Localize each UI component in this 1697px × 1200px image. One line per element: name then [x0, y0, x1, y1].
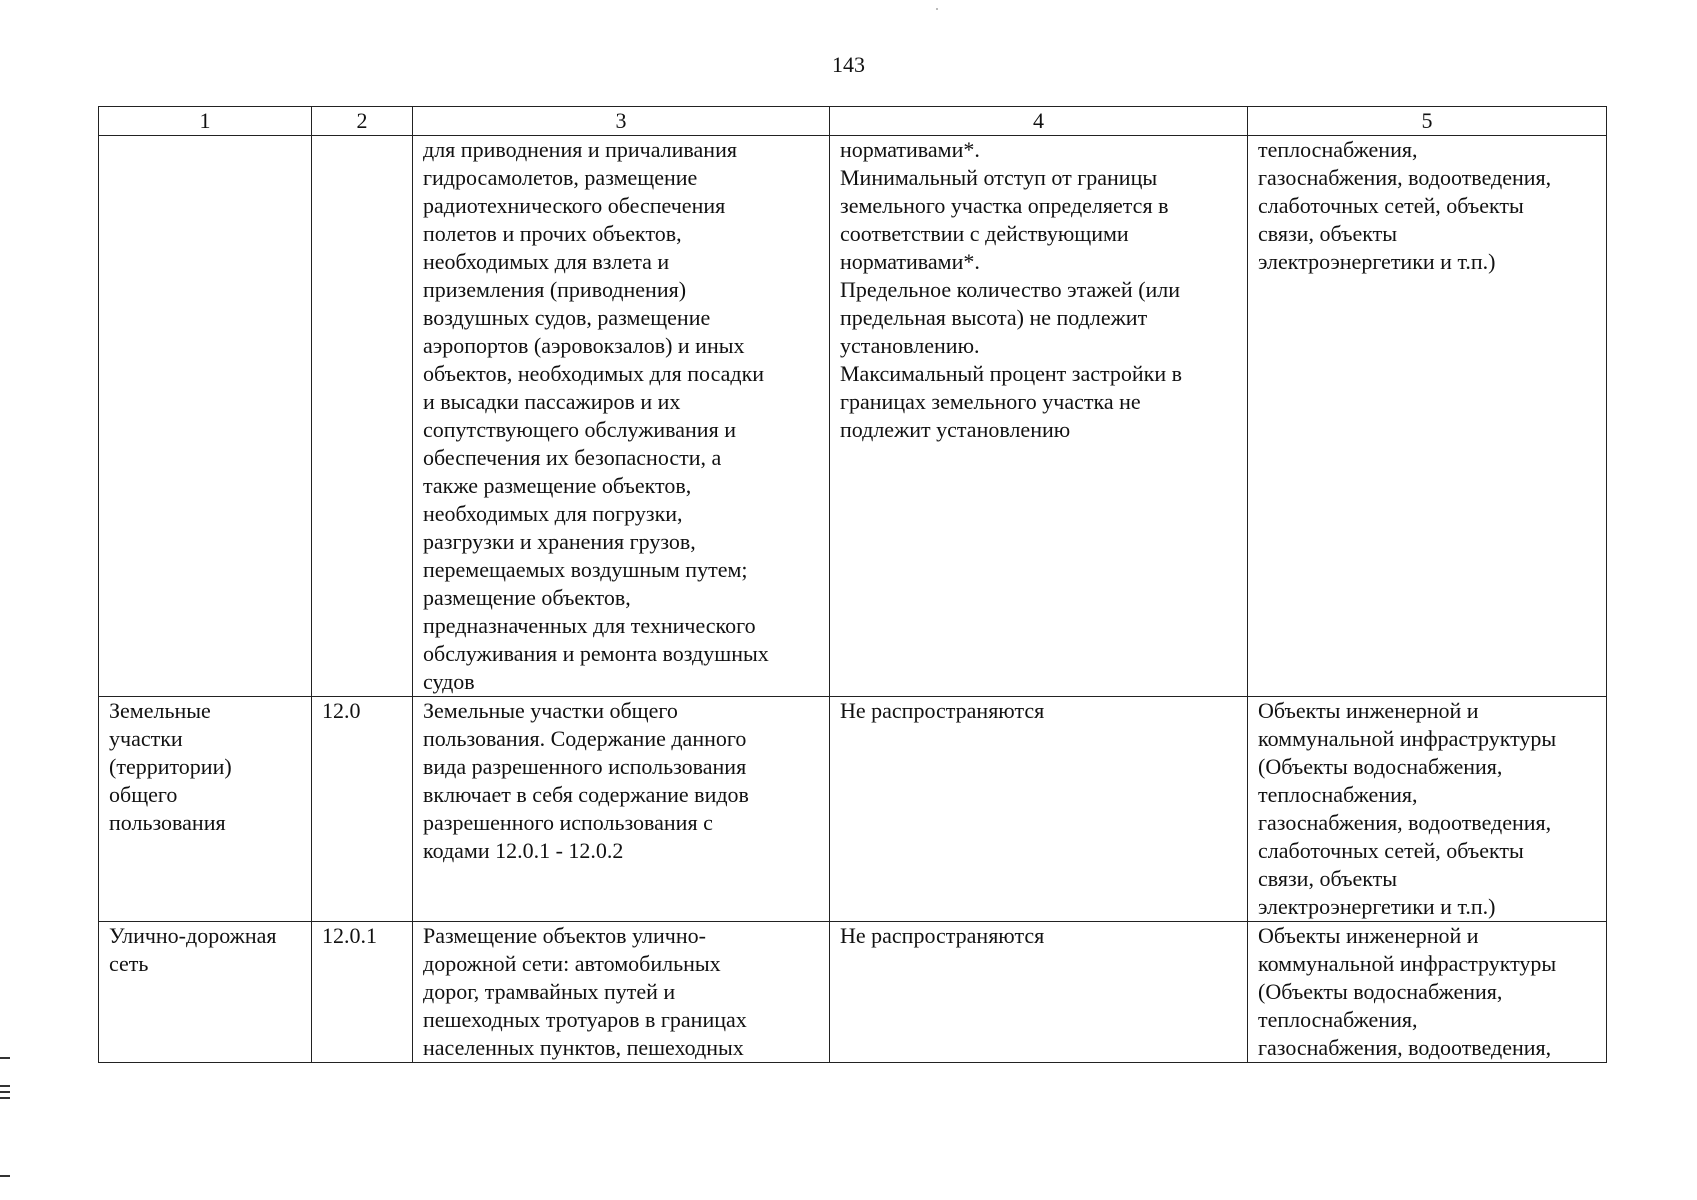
cell-use-description	[413, 922, 830, 1063]
cell-use-description: Земельные участки общего пользования. Содержание данного вида разрешенного использования включает в себя содержание видов разрешенного использования с кодами 12.0.1 - 12.0.2	[413, 697, 830, 922]
cell-use-code: 12.0	[312, 697, 413, 922]
cell-parameters: Не распространяются	[830, 922, 1248, 1063]
table-row	[99, 697, 1607, 922]
column-header-3: 3	[413, 107, 830, 136]
table-header-row	[99, 107, 1607, 136]
column-header-1: 1	[99, 107, 312, 136]
cell-text: Размещение объектов улично- дорожной сети: автомобильных дорог, трамвайных путей и пешеходных тротуаров в границах населенных пунктов, пешеходных	[423, 923, 747, 1060]
cell-use-code: 12.0.1	[312, 922, 413, 1063]
cell-auxiliary-uses: теплоснабжения, газоснабжения, водоотведения, слаботочных сетей, объекты связи, объекты электроэнергетики и т.п.)	[1248, 136, 1607, 697]
cell-use-name	[99, 136, 312, 697]
cell-use-name: Улично-дорожная сеть	[99, 922, 312, 1063]
column-header-4: 4	[830, 107, 1248, 136]
zoning-table	[98, 106, 1607, 1063]
table-row	[99, 136, 1607, 697]
cell-auxiliary-uses	[1248, 922, 1607, 1063]
cell-parameters: нормативами*. Минимальный отступ от границы земельного участка определяется в соответствии с действующими нормативами*. Предельное количество этажей (или предельная высота) не подлежит установлению. Максимальный процент застройки в границах земельного участка не подлежит установлению	[830, 136, 1248, 697]
cell-text: Объекты инженерной и коммунальной инфраструктуры (Объекты водоснабжения, теплоснабжения, газоснабжения, водоотведения,	[1258, 923, 1557, 1060]
page-number: 143	[832, 52, 865, 77]
cell-auxiliary-uses: Объекты инженерной и коммунальной инфраструктуры (Объекты водоснабжения, теплоснабжения, газоснабжения, водоотведения, слаботочных сетей, объекты связи, объекты электроэнергетики и т.п.)	[1248, 697, 1607, 922]
cell-use-code	[312, 136, 413, 697]
margin-mark	[0, 1175, 10, 1177]
cell-use-description: для приводнения и причаливания гидросамолетов, размещение радиотехнического обеспечения полетов и прочих объектов, необходимых для взлета и приземления (приводнения) воздушных судов, размещение аэропортов (аэровокзалов) и иных объектов, необходимых для посадки и высадки пассажиров и их сопутствующего обслуживания и обеспечения их безопасности, а также размещение объектов, необходимых для погрузки, разгрузки и хранения грузов, перемещаемых воздушным путем; размещение объектов, предназначенных для технического обслуживания и ремонта воздушных судов	[413, 136, 830, 697]
cell-parameters: Не распространяются	[830, 697, 1248, 922]
cell-use-name: Земельные участки (территории) общего пользования	[99, 697, 312, 922]
margin-mark	[0, 1091, 10, 1093]
scan-speck	[936, 8, 938, 10]
margin-mark	[0, 1057, 10, 1059]
column-header-2: 2	[312, 107, 413, 136]
margin-mark	[0, 1097, 10, 1099]
column-header-5: 5	[1248, 107, 1607, 136]
table-row	[99, 922, 1607, 1063]
margin-mark	[0, 1085, 10, 1087]
